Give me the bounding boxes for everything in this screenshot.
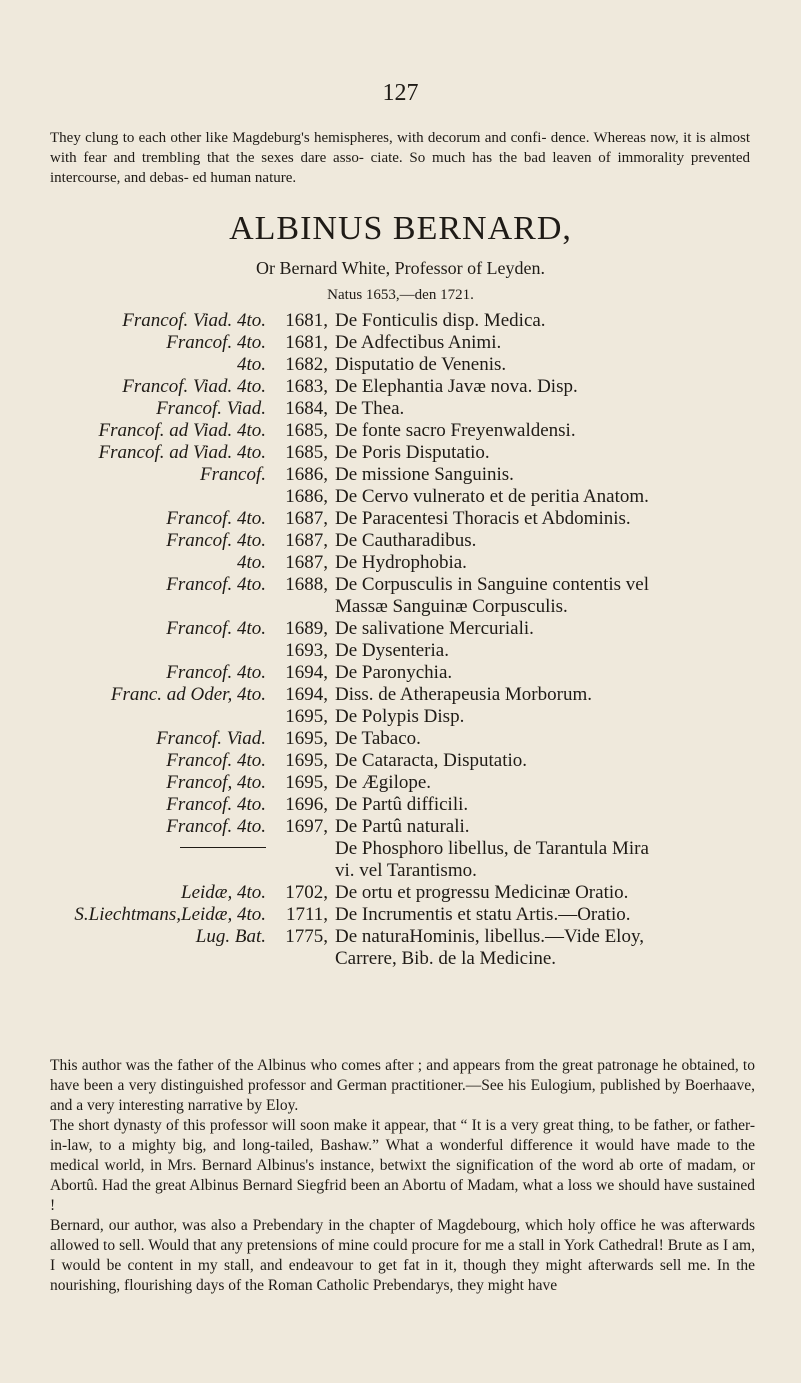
work-entry: [0, 904, 801, 926]
work-entry: [0, 772, 801, 794]
work-year: [266, 948, 328, 970]
work-year: 1702,: [285, 882, 328, 903]
work-year: 1687,: [285, 530, 328, 551]
work-title: De Incrumentis et statu Artis.—Oratio.: [335, 904, 631, 925]
work-title: De Polypis Disp.: [335, 706, 465, 727]
work-title: De Partû difficili.: [335, 794, 469, 815]
work-entry: [0, 530, 801, 552]
work-place: [0, 948, 266, 970]
work-place: Francof. 4to.: [166, 508, 266, 529]
section-heading: ALBINUS BERNARD,: [229, 210, 572, 247]
work-place: [0, 838, 266, 860]
work-title: De Corpusculis in Sanguine contentis vel: [335, 574, 649, 595]
work-entry: [0, 860, 801, 882]
work-year: 1688,: [285, 574, 328, 595]
work-entry: [0, 948, 801, 970]
work-year: 1686,: [285, 486, 328, 507]
work-place: Francof. ad Viad. 4to.: [98, 420, 266, 441]
birth-death-line: Natus 1653,—den 1721.: [327, 287, 474, 303]
work-title: Massæ Sanguinæ Corpusculis.: [335, 596, 568, 617]
work-entry: [0, 706, 801, 728]
work-year: 1695,: [285, 706, 328, 727]
work-place: Francof. 4to.: [166, 530, 266, 551]
work-title: De Partû naturali.: [335, 816, 470, 837]
work-place: 4to.: [236, 354, 266, 375]
work-place: Lug. Bat.: [195, 926, 266, 947]
work-title: De Paracentesi Thoracis et Abdominis.: [335, 508, 631, 529]
work-entry: [0, 442, 801, 464]
work-place: Francof. ad Viad. 4to.: [98, 442, 266, 463]
work-year: [266, 860, 328, 882]
work-year: 1684,: [285, 398, 328, 419]
work-place: Francof. 4to.: [166, 662, 266, 683]
work-title: De Ægilope.: [335, 772, 432, 793]
work-title: De Adfectibus Animi.: [335, 332, 502, 353]
work-title: De Fonticulis disp. Medica.: [335, 310, 546, 331]
work-year: 1775,: [285, 926, 328, 947]
work-place: Francof. 4to.: [166, 794, 266, 815]
work-place: [0, 596, 266, 618]
work-entry: [0, 552, 801, 574]
work-entry: [0, 728, 801, 750]
work-year: 1695,: [285, 728, 328, 749]
work-year: 1681,: [285, 332, 328, 353]
work-entry: [0, 398, 801, 420]
work-year: 1696,: [285, 794, 328, 815]
work-entry: [0, 662, 801, 684]
work-title: De Paronychia.: [335, 662, 453, 683]
work-entry: [0, 640, 801, 662]
work-year: 1697,: [285, 816, 328, 837]
work-year: 1681,: [285, 310, 328, 331]
work-place: [0, 706, 266, 728]
work-title: De Thea.: [335, 398, 405, 419]
work-year: 1695,: [285, 750, 328, 771]
work-title: De Phosphoro libellus, de Tarantula Mira: [335, 838, 649, 859]
work-entry: [0, 310, 801, 332]
work-year: 1711,: [285, 904, 328, 925]
work-title: De salivatione Mercuriali.: [335, 618, 534, 639]
work-title: De Elephantia Javæ nova. Disp.: [335, 376, 578, 397]
body-paragraph: Bernard, our author, was also a Prebendary in the chapter of Magdebourg, which holy office he was afterwards allowed to sell. Would that any pretensions of mine could procure for me a stall in York Cathedral! Brute as I am, I would be content in my stall, and endeavour to get fat in it, though they might afterwards sell me. In the nourishing, flourishing days of the Roman Catholic Prebendarys, they might have: [50, 1217, 755, 1294]
work-place: Francof.: [200, 464, 266, 485]
intro-paragraph: They clung to each other like Magdeburg's hemispheres, with decorum and confi- dence. Whereas now, it is almost with fear and trembling that the sexes dare asso- ciate. So much has the bad leaven of immorality prevented intercourse, and debas- ed human nature.: [50, 130, 750, 186]
work-year: 1685,: [285, 442, 328, 463]
work-title: De Dysenteria.: [335, 640, 449, 661]
body-paragraph: This author was the father of the Albinus who comes after ; and appears from the great patronage he obtained, to have been a very distinguished professor and German practitioner.—See his Eulogium, published by Boerhaave, and a very interesting narrative by Eloy.: [50, 1057, 755, 1114]
work-entry: [0, 750, 801, 772]
work-entry: [0, 464, 801, 486]
work-place: Francof. 4to.: [166, 816, 266, 837]
work-entry: [0, 376, 801, 398]
work-title: De Tabaco.: [335, 728, 421, 749]
work-entry: [0, 354, 801, 376]
work-title: Carrere, Bib. de la Medicine.: [335, 948, 557, 969]
work-year: 1685,: [285, 420, 328, 441]
work-year: 1694,: [285, 684, 328, 705]
work-title: Diss. de Atherapeusia Morborum.: [335, 684, 592, 705]
work-title: De fonte sacro Freyenwaldensi.: [335, 420, 576, 441]
work-year: [266, 596, 328, 618]
work-place: [0, 860, 266, 882]
work-place: [0, 486, 266, 508]
work-title: Disputatio de Venenis.: [335, 354, 507, 375]
work-entry: [0, 838, 801, 860]
work-place: Francof. Viad. 4to.: [122, 376, 266, 397]
work-title: De ortu et progressu Medicinæ Oratio.: [335, 882, 629, 903]
work-place: 4to.: [236, 552, 266, 573]
work-year: 1683,: [285, 376, 328, 397]
work-title: vi. vel Tarantismo.: [335, 860, 477, 881]
work-entry: [0, 618, 801, 640]
work-entry: [0, 794, 801, 816]
work-place: Francof. Viad. 4to.: [122, 310, 266, 331]
work-place: Francof. 4to.: [166, 750, 266, 771]
work-year: 1687,: [285, 552, 328, 573]
section-subtitle: Or Bernard White, Professor of Leyden.: [255, 258, 546, 278]
work-place: Leidæ, 4to.: [181, 882, 266, 903]
work-entry: [0, 596, 801, 618]
work-title: De missione Sanguinis.: [335, 464, 514, 485]
work-place: Francof. 4to.: [166, 574, 266, 595]
work-title: De Hydrophobia.: [335, 552, 467, 573]
work-title: De Cervo vulnerato et de peritia Anatom.: [335, 486, 649, 507]
work-place: Francof. 4to.: [166, 618, 266, 639]
works-list: [0, 310, 801, 970]
body-paragraph: The short dynasty of this professor will soon make it appear, that “ It is a very great thing, to be father, or father-in-law, to a mighty big, and long-tailed, Bashaw.” What a wonderful difference it would have made to the medical world, in Mrs. Bernard Albinus's instance, betwixt the signification of the word ab orte of madam, or Abortû. Had the great Albinus Bernard Siegfrid been an Abortu of Madam, what a loss we should have sustained !: [50, 1117, 755, 1214]
work-entry: [0, 684, 801, 706]
work-entry: [0, 508, 801, 530]
work-entry: [0, 816, 801, 838]
body-text: [50, 1056, 755, 1296]
work-entry: [0, 882, 801, 904]
work-title: De Poris Disputatio.: [335, 442, 490, 463]
work-place: Francof, 4to.: [166, 772, 266, 793]
work-place: Francof. 4to.: [166, 332, 266, 353]
work-entry: [0, 486, 801, 508]
work-year: [266, 838, 328, 860]
work-entry: [0, 332, 801, 354]
work-year: 1682,: [285, 354, 328, 375]
work-year: 1694,: [285, 662, 328, 683]
work-title: De Cataracta, Disputatio.: [335, 750, 528, 771]
work-place: Francof. Viad.: [156, 398, 266, 419]
work-title: De Cautharadibus.: [335, 530, 477, 551]
work-place: S.Liechtmans,Leidæ, 4to.: [74, 904, 266, 925]
work-year: 1687,: [285, 508, 328, 529]
work-place: Franc. ad Oder, 4to.: [110, 684, 266, 705]
work-place: [0, 640, 266, 662]
page-number: 127: [382, 80, 419, 106]
ditto-rule: [180, 847, 266, 848]
work-year: 1695,: [285, 772, 328, 793]
work-entry: [0, 574, 801, 596]
work-title: De naturaHominis, libellus.—Vide Eloy,: [335, 926, 644, 947]
work-year: 1689,: [285, 618, 328, 639]
work-entry: [0, 420, 801, 442]
work-entry: [0, 926, 801, 948]
work-place: Francof. Viad.: [156, 728, 266, 749]
work-year: 1693,: [285, 640, 328, 661]
work-year: 1686,: [285, 464, 328, 485]
